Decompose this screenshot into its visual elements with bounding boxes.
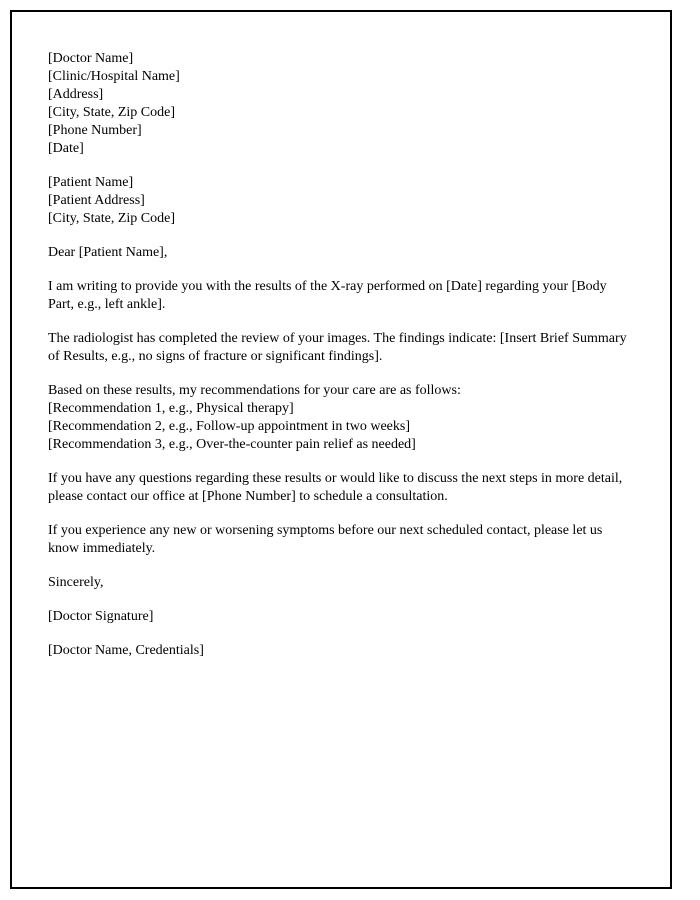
recommendation-item: [Recommendation 1, e.g., Physical therapy]	[48, 401, 294, 416]
paragraph-questions: If you have any questions regarding these results or would like to discuss the next steps in more detail, please contact our office at [Phone Number] to schedule a consultation.	[48, 471, 623, 504]
sender-address-block	[48, 50, 632, 158]
signature: [Doctor Signature]	[48, 609, 154, 624]
letter-date: [Date]	[48, 141, 84, 156]
sender-address: [Address]	[48, 87, 104, 102]
paragraph-findings: The radiologist has completed the review of your images. The findings indicate: [Insert Brief Summary of Results, e.g., no signs of fracture or significant findings].	[48, 331, 627, 364]
signoff: [Doctor Name, Credentials]	[48, 643, 204, 658]
recommendations-block	[48, 382, 632, 454]
letter-page	[10, 10, 672, 889]
recipient-name: [Patient Name]	[48, 175, 134, 190]
recommendation-item: [Recommendation 3, e.g., Over-the-counter pain relief as needed]	[48, 437, 416, 452]
recommendations-intro: Based on these results, my recommendations for your care are as follows:	[48, 383, 461, 398]
closing: Sincerely,	[48, 575, 104, 590]
letter-content	[12, 12, 670, 660]
sender-city-state-zip: [City, State, Zip Code]	[48, 105, 176, 120]
recommendation-item: [Recommendation 2, e.g., Follow-up appointment in two weeks]	[48, 419, 410, 434]
salutation: Dear [Patient Name],	[48, 245, 168, 260]
sender-doctor-name: [Doctor Name]	[48, 51, 134, 66]
paragraph-symptoms: If you experience any new or worsening symptoms before our next scheduled contact, please let us know immediately.	[48, 523, 603, 556]
paragraph-intro: I am writing to provide you with the results of the X-ray performed on [Date] regarding your [Body Part, e.g., left ankle].	[48, 279, 607, 312]
recipient-address-block	[48, 174, 632, 228]
sender-clinic-name: [Clinic/Hospital Name]	[48, 69, 180, 84]
recipient-address: [Patient Address]	[48, 193, 145, 208]
sender-phone: [Phone Number]	[48, 123, 142, 138]
recipient-city-state-zip: [City, State, Zip Code]	[48, 211, 176, 226]
